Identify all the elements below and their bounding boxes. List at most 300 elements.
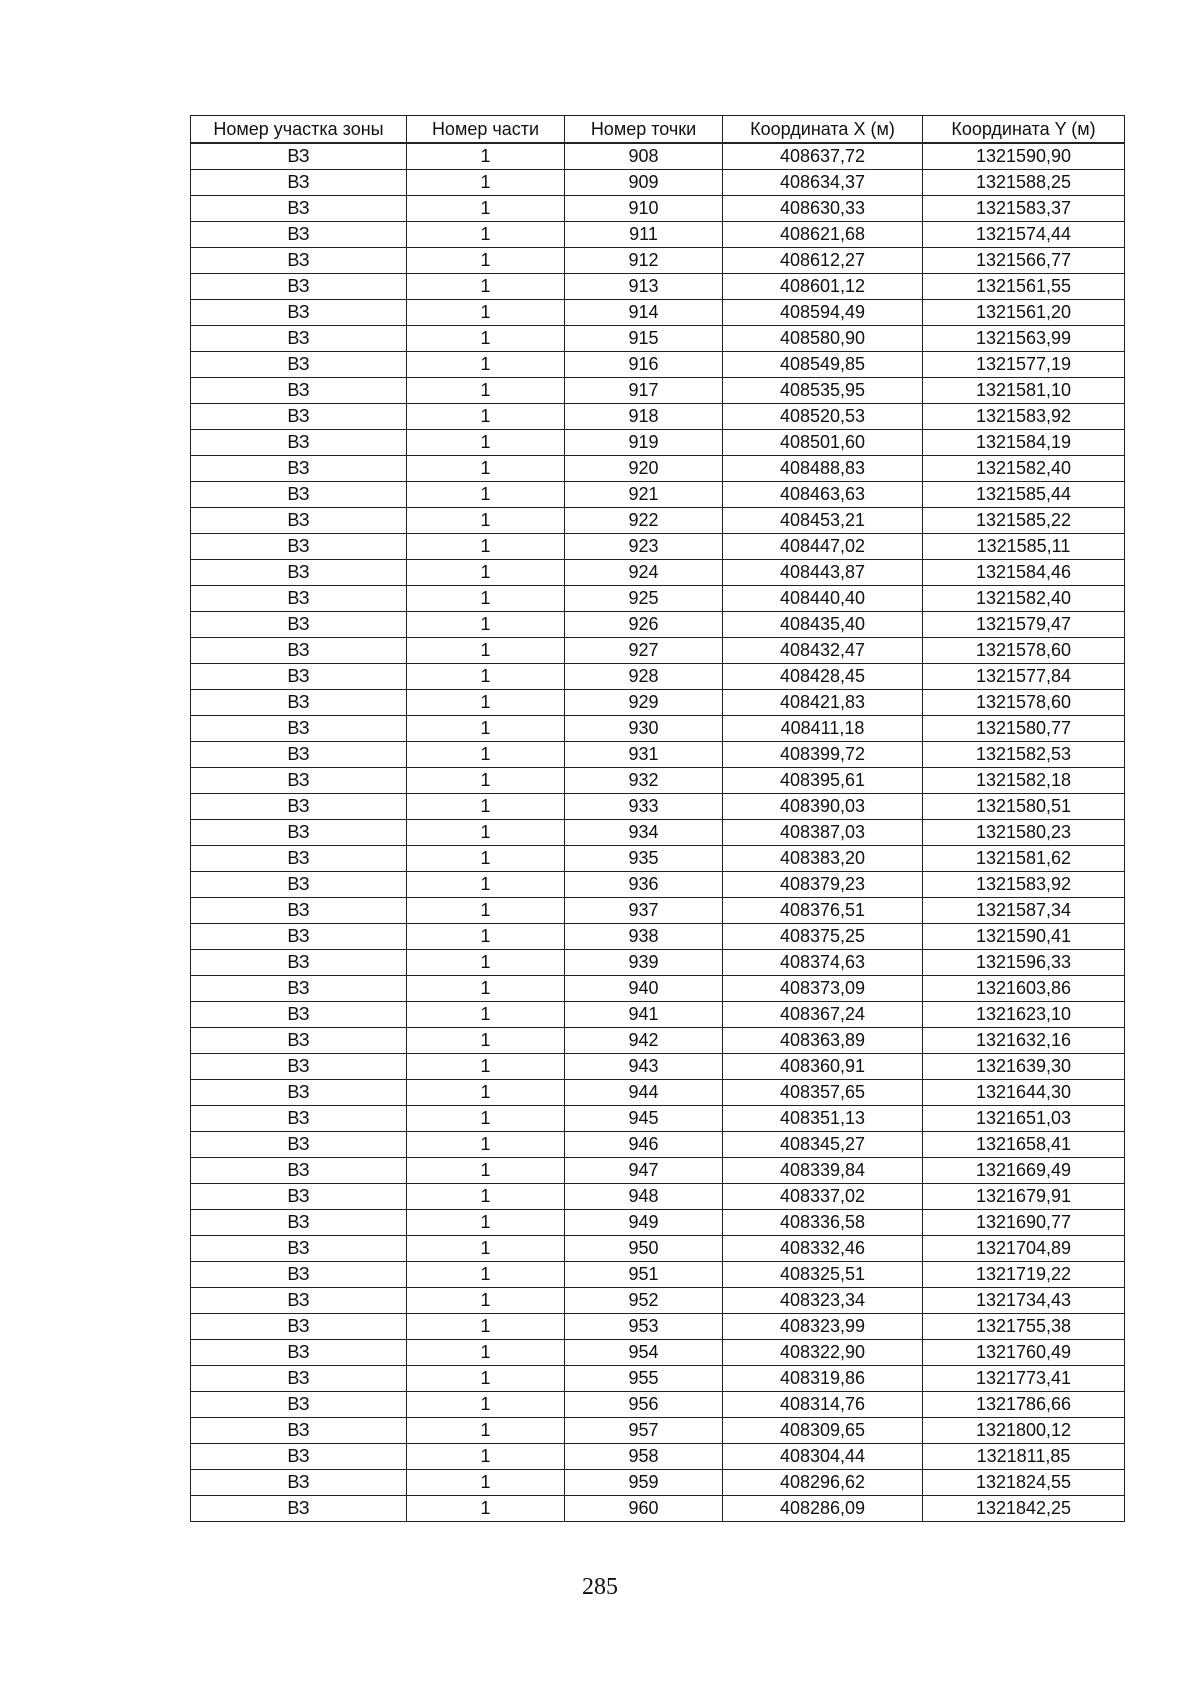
cell-coordinate-x: 408501,60 [723,430,923,456]
coordinates-table [190,115,1125,1522]
cell-zone-section: ВЗ [191,300,407,326]
cell-zone-section: ВЗ [191,482,407,508]
table-row [191,924,1125,950]
cell-coordinate-y: 1321603,86 [923,976,1125,1002]
cell-part-number: 1 [407,1106,565,1132]
cell-zone-section: ВЗ [191,1080,407,1106]
table-row [191,456,1125,482]
table-row [191,820,1125,846]
cell-coordinate-x: 408319,86 [723,1366,923,1392]
cell-zone-section: ВЗ [191,794,407,820]
table-row [191,482,1125,508]
cell-point-number: 950 [565,1236,723,1262]
cell-point-number: 946 [565,1132,723,1158]
cell-part-number: 1 [407,1496,565,1522]
cell-part-number: 1 [407,1340,565,1366]
cell-zone-section: ВЗ [191,1106,407,1132]
cell-part-number: 1 [407,794,565,820]
cell-zone-section: ВЗ [191,664,407,690]
cell-point-number: 908 [565,143,723,170]
cell-coordinate-x: 408432,47 [723,638,923,664]
cell-zone-section: ВЗ [191,1210,407,1236]
cell-zone-section: ВЗ [191,820,407,846]
cell-coordinate-x: 408345,27 [723,1132,923,1158]
cell-coordinate-y: 1321585,44 [923,482,1125,508]
table-row [191,1028,1125,1054]
cell-part-number: 1 [407,534,565,560]
cell-coordinate-x: 408332,46 [723,1236,923,1262]
table-row [191,1054,1125,1080]
table-row [191,976,1125,1002]
cell-point-number: 909 [565,170,723,196]
cell-zone-section: ВЗ [191,872,407,898]
cell-coordinate-x: 408594,49 [723,300,923,326]
table-row [191,508,1125,534]
cell-point-number: 924 [565,560,723,586]
cell-coordinate-x: 408336,58 [723,1210,923,1236]
table-row [191,1444,1125,1470]
cell-coordinate-x: 408322,90 [723,1340,923,1366]
cell-coordinate-x: 408549,85 [723,352,923,378]
cell-coordinate-y: 1321582,53 [923,742,1125,768]
cell-coordinate-y: 1321563,99 [923,326,1125,352]
cell-point-number: 953 [565,1314,723,1340]
cell-coordinate-x: 408612,27 [723,248,923,274]
cell-coordinate-x: 408601,12 [723,274,923,300]
cell-coordinate-y: 1321704,89 [923,1236,1125,1262]
cell-coordinate-y: 1321632,16 [923,1028,1125,1054]
cell-coordinate-y: 1321651,03 [923,1106,1125,1132]
cell-zone-section: ВЗ [191,1262,407,1288]
table-row [191,742,1125,768]
cell-zone-section: ВЗ [191,222,407,248]
cell-zone-section: ВЗ [191,1418,407,1444]
cell-point-number: 936 [565,872,723,898]
cell-zone-section: ВЗ [191,1496,407,1522]
cell-part-number: 1 [407,352,565,378]
cell-coordinate-y: 1321574,44 [923,222,1125,248]
cell-point-number: 947 [565,1158,723,1184]
cell-point-number: 949 [565,1210,723,1236]
cell-coordinate-x: 408463,63 [723,482,923,508]
cell-point-number: 914 [565,300,723,326]
table-row [191,586,1125,612]
table-row [191,690,1125,716]
header-coordinate-x: Координата X (м) [723,116,923,144]
cell-zone-section: ВЗ [191,950,407,976]
cell-coordinate-x: 408376,51 [723,898,923,924]
table-row [191,1470,1125,1496]
table-row [191,1314,1125,1340]
cell-coordinate-y: 1321590,41 [923,924,1125,950]
cell-coordinate-y: 1321842,25 [923,1496,1125,1522]
cell-point-number: 960 [565,1496,723,1522]
cell-zone-section: ВЗ [191,534,407,560]
cell-part-number: 1 [407,143,565,170]
cell-zone-section: ВЗ [191,352,407,378]
cell-point-number: 917 [565,378,723,404]
cell-part-number: 1 [407,742,565,768]
table-row [191,143,1125,170]
cell-coordinate-y: 1321800,12 [923,1418,1125,1444]
cell-point-number: 916 [565,352,723,378]
cell-zone-section: ВЗ [191,898,407,924]
table-row [191,950,1125,976]
cell-zone-section: ВЗ [191,170,407,196]
table-row [191,274,1125,300]
cell-point-number: 942 [565,1028,723,1054]
cell-zone-section: ВЗ [191,1158,407,1184]
cell-point-number: 935 [565,846,723,872]
table-row [191,794,1125,820]
cell-coordinate-x: 408621,68 [723,222,923,248]
cell-coordinate-y: 1321588,25 [923,170,1125,196]
cell-coordinate-x: 408443,87 [723,560,923,586]
cell-part-number: 1 [407,456,565,482]
header-zone-section-number: Номер участка зоны [191,116,407,144]
cell-coordinate-y: 1321578,60 [923,690,1125,716]
table-row [191,248,1125,274]
cell-coordinate-x: 408634,37 [723,170,923,196]
cell-zone-section: ВЗ [191,1028,407,1054]
cell-zone-section: ВЗ [191,248,407,274]
cell-coordinate-x: 408309,65 [723,1418,923,1444]
table-row [191,378,1125,404]
cell-part-number: 1 [407,1288,565,1314]
cell-part-number: 1 [407,1158,565,1184]
table-row [191,222,1125,248]
cell-coordinate-y: 1321566,77 [923,248,1125,274]
cell-part-number: 1 [407,1392,565,1418]
cell-coordinate-y: 1321639,30 [923,1054,1125,1080]
cell-coordinate-y: 1321584,46 [923,560,1125,586]
cell-coordinate-x: 408379,23 [723,872,923,898]
cell-coordinate-y: 1321580,23 [923,820,1125,846]
table-row [191,560,1125,586]
table-row [191,846,1125,872]
cell-coordinate-y: 1321690,77 [923,1210,1125,1236]
cell-coordinate-x: 408435,40 [723,612,923,638]
cell-point-number: 944 [565,1080,723,1106]
cell-zone-section: ВЗ [191,716,407,742]
cell-coordinate-x: 408440,40 [723,586,923,612]
cell-point-number: 959 [565,1470,723,1496]
table-row [191,716,1125,742]
cell-coordinate-x: 408399,72 [723,742,923,768]
cell-coordinate-y: 1321669,49 [923,1158,1125,1184]
cell-zone-section: ВЗ [191,326,407,352]
cell-point-number: 910 [565,196,723,222]
cell-point-number: 915 [565,326,723,352]
table-row [191,534,1125,560]
cell-point-number: 937 [565,898,723,924]
table-row [191,300,1125,326]
cell-coordinate-y: 1321679,91 [923,1184,1125,1210]
cell-coordinate-y: 1321786,66 [923,1392,1125,1418]
cell-part-number: 1 [407,898,565,924]
cell-part-number: 1 [407,1210,565,1236]
cell-coordinate-y: 1321734,43 [923,1288,1125,1314]
cell-point-number: 954 [565,1340,723,1366]
cell-point-number: 912 [565,248,723,274]
cell-point-number: 926 [565,612,723,638]
cell-coordinate-y: 1321585,22 [923,508,1125,534]
cell-coordinate-y: 1321658,41 [923,1132,1125,1158]
table-row [191,1340,1125,1366]
cell-point-number: 948 [565,1184,723,1210]
cell-coordinate-y: 1321755,38 [923,1314,1125,1340]
cell-zone-section: ВЗ [191,508,407,534]
table-row [191,1184,1125,1210]
cell-point-number: 956 [565,1392,723,1418]
cell-coordinate-x: 408390,03 [723,794,923,820]
cell-zone-section: ВЗ [191,404,407,430]
cell-point-number: 928 [565,664,723,690]
table-header [191,116,1125,144]
cell-coordinate-y: 1321577,19 [923,352,1125,378]
cell-point-number: 920 [565,456,723,482]
cell-point-number: 945 [565,1106,723,1132]
table-row [191,1132,1125,1158]
cell-point-number: 918 [565,404,723,430]
cell-zone-section: ВЗ [191,1314,407,1340]
table-row [191,1262,1125,1288]
cell-point-number: 934 [565,820,723,846]
table-row [191,1288,1125,1314]
cell-point-number: 932 [565,768,723,794]
cell-point-number: 955 [565,1366,723,1392]
cell-coordinate-x: 408357,65 [723,1080,923,1106]
cell-zone-section: ВЗ [191,1132,407,1158]
table-row [191,612,1125,638]
cell-coordinate-y: 1321584,19 [923,430,1125,456]
cell-zone-section: ВЗ [191,143,407,170]
cell-zone-section: ВЗ [191,1236,407,1262]
cell-point-number: 952 [565,1288,723,1314]
table-row [191,1158,1125,1184]
cell-part-number: 1 [407,950,565,976]
cell-point-number: 913 [565,274,723,300]
cell-coordinate-x: 408375,25 [723,924,923,950]
cell-part-number: 1 [407,508,565,534]
cell-coordinate-x: 408580,90 [723,326,923,352]
cell-part-number: 1 [407,274,565,300]
table-row [191,196,1125,222]
cell-part-number: 1 [407,586,565,612]
cell-zone-section: ВЗ [191,560,407,586]
cell-part-number: 1 [407,1002,565,1028]
cell-coordinate-x: 408387,03 [723,820,923,846]
cell-part-number: 1 [407,976,565,1002]
cell-coordinate-x: 408373,09 [723,976,923,1002]
cell-coordinate-y: 1321581,10 [923,378,1125,404]
cell-zone-section: ВЗ [191,274,407,300]
cell-part-number: 1 [407,820,565,846]
cell-part-number: 1 [407,482,565,508]
cell-coordinate-x: 408363,89 [723,1028,923,1054]
cell-zone-section: ВЗ [191,430,407,456]
table-row [191,1366,1125,1392]
cell-coordinate-y: 1321585,11 [923,534,1125,560]
cell-point-number: 919 [565,430,723,456]
cell-coordinate-x: 408304,44 [723,1444,923,1470]
cell-part-number: 1 [407,430,565,456]
cell-coordinate-x: 408428,45 [723,664,923,690]
cell-coordinate-x: 408520,53 [723,404,923,430]
cell-part-number: 1 [407,716,565,742]
cell-coordinate-y: 1321561,20 [923,300,1125,326]
cell-coordinate-x: 408296,62 [723,1470,923,1496]
cell-point-number: 930 [565,716,723,742]
cell-part-number: 1 [407,1028,565,1054]
cell-part-number: 1 [407,1470,565,1496]
cell-coordinate-x: 408383,20 [723,846,923,872]
cell-point-number: 925 [565,586,723,612]
cell-point-number: 931 [565,742,723,768]
cell-zone-section: ВЗ [191,378,407,404]
cell-coordinate-x: 408323,34 [723,1288,923,1314]
cell-coordinate-y: 1321580,77 [923,716,1125,742]
cell-zone-section: ВЗ [191,768,407,794]
table-header-row [191,116,1125,144]
cell-point-number: 958 [565,1444,723,1470]
cell-part-number: 1 [407,248,565,274]
cell-zone-section: ВЗ [191,1392,407,1418]
cell-coordinate-y: 1321760,49 [923,1340,1125,1366]
cell-zone-section: ВЗ [191,1054,407,1080]
cell-coordinate-y: 1321582,40 [923,456,1125,482]
cell-zone-section: ВЗ [191,1288,407,1314]
cell-part-number: 1 [407,1314,565,1340]
cell-zone-section: ВЗ [191,586,407,612]
cell-coordinate-y: 1321577,84 [923,664,1125,690]
cell-coordinate-y: 1321596,33 [923,950,1125,976]
cell-coordinate-y: 1321579,47 [923,612,1125,638]
cell-part-number: 1 [407,612,565,638]
cell-coordinate-x: 408395,61 [723,768,923,794]
cell-zone-section: ВЗ [191,846,407,872]
cell-zone-section: ВЗ [191,924,407,950]
cell-part-number: 1 [407,170,565,196]
cell-point-number: 943 [565,1054,723,1080]
cell-coordinate-y: 1321623,10 [923,1002,1125,1028]
cell-point-number: 933 [565,794,723,820]
table-row [191,638,1125,664]
table-row [191,326,1125,352]
cell-part-number: 1 [407,1444,565,1470]
cell-point-number: 957 [565,1418,723,1444]
cell-coordinate-x: 408421,83 [723,690,923,716]
cell-coordinate-y: 1321583,92 [923,404,1125,430]
cell-coordinate-y: 1321580,51 [923,794,1125,820]
table-row [191,170,1125,196]
cell-zone-section: ВЗ [191,456,407,482]
cell-zone-section: ВЗ [191,690,407,716]
cell-part-number: 1 [407,1236,565,1262]
cell-coordinate-y: 1321583,92 [923,872,1125,898]
cell-coordinate-x: 408339,84 [723,1158,923,1184]
header-part-number: Номер части [407,116,565,144]
cell-coordinate-x: 408453,21 [723,508,923,534]
cell-point-number: 938 [565,924,723,950]
header-point-number: Номер точки [565,116,723,144]
table-row [191,404,1125,430]
cell-part-number: 1 [407,1184,565,1210]
cell-coordinate-y: 1321719,22 [923,1262,1125,1288]
cell-zone-section: ВЗ [191,1470,407,1496]
cell-coordinate-y: 1321590,90 [923,143,1125,170]
cell-zone-section: ВЗ [191,612,407,638]
cell-part-number: 1 [407,1054,565,1080]
table-row [191,1418,1125,1444]
table-body [191,143,1125,1522]
cell-point-number: 951 [565,1262,723,1288]
cell-coordinate-x: 408360,91 [723,1054,923,1080]
page-number: 285 [582,1574,618,1600]
cell-coordinate-x: 408351,13 [723,1106,923,1132]
cell-part-number: 1 [407,300,565,326]
cell-coordinate-x: 408447,02 [723,534,923,560]
cell-coordinate-y: 1321824,55 [923,1470,1125,1496]
cell-coordinate-x: 408630,33 [723,196,923,222]
cell-part-number: 1 [407,1132,565,1158]
table-row [191,1106,1125,1132]
table-row [191,768,1125,794]
cell-part-number: 1 [407,326,565,352]
cell-coordinate-x: 408337,02 [723,1184,923,1210]
cell-coordinate-y: 1321578,60 [923,638,1125,664]
cell-point-number: 923 [565,534,723,560]
cell-zone-section: ВЗ [191,742,407,768]
cell-part-number: 1 [407,664,565,690]
cell-coordinate-x: 408325,51 [723,1262,923,1288]
cell-part-number: 1 [407,872,565,898]
table-row [191,1002,1125,1028]
cell-zone-section: ВЗ [191,1366,407,1392]
cell-part-number: 1 [407,378,565,404]
cell-zone-section: ВЗ [191,196,407,222]
cell-zone-section: ВЗ [191,638,407,664]
cell-coordinate-y: 1321581,62 [923,846,1125,872]
cell-point-number: 927 [565,638,723,664]
cell-part-number: 1 [407,1418,565,1444]
cell-part-number: 1 [407,196,565,222]
cell-point-number: 941 [565,1002,723,1028]
cell-coordinate-x: 408411,18 [723,716,923,742]
header-coordinate-y: Координата Y (м) [923,116,1125,144]
cell-part-number: 1 [407,1366,565,1392]
table-row [191,664,1125,690]
cell-point-number: 911 [565,222,723,248]
cell-part-number: 1 [407,690,565,716]
cell-part-number: 1 [407,1262,565,1288]
cell-coordinate-x: 408637,72 [723,143,923,170]
table-row [191,1210,1125,1236]
cell-point-number: 922 [565,508,723,534]
cell-coordinate-y: 1321587,34 [923,898,1125,924]
cell-part-number: 1 [407,222,565,248]
cell-coordinate-x: 408488,83 [723,456,923,482]
cell-coordinate-y: 1321582,40 [923,586,1125,612]
cell-coordinate-x: 408286,09 [723,1496,923,1522]
cell-part-number: 1 [407,560,565,586]
cell-point-number: 940 [565,976,723,1002]
cell-coordinate-y: 1321561,55 [923,274,1125,300]
cell-coordinate-x: 408367,24 [723,1002,923,1028]
cell-part-number: 1 [407,1080,565,1106]
table-row [191,1236,1125,1262]
table-row [191,1392,1125,1418]
